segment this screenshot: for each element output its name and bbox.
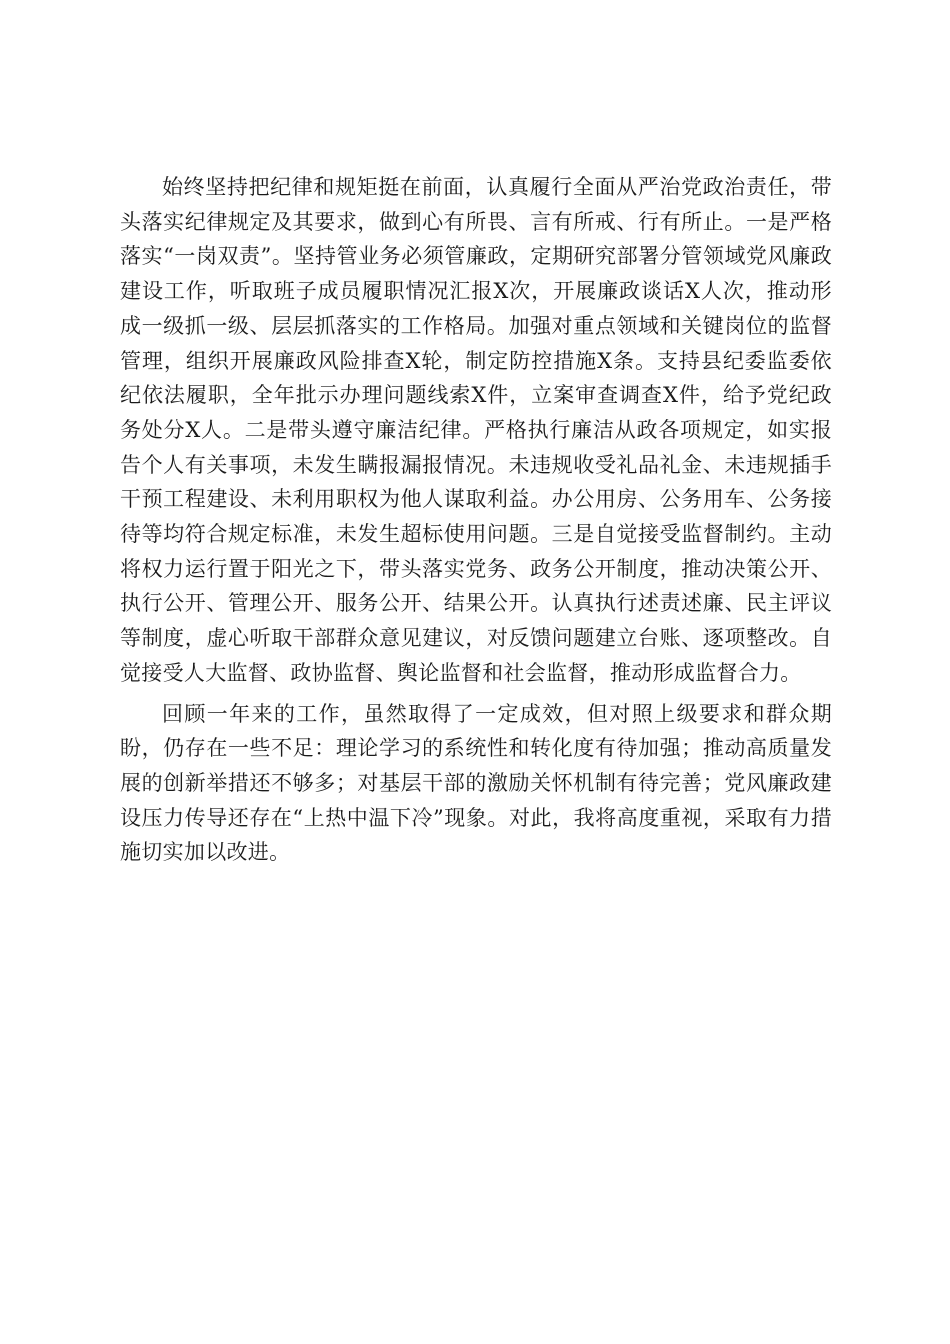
- paragraph-shortcomings: 回顾一年来的工作，虽然取得了一定成效，但对照上级要求和群众期盼，仍存在一些不足：理论学习的系统性和转化度有待加强；推动高质量发展的创新举措还不够多；对基层干部的激励关怀机制有待完善；党风廉政建设压力传导还存在“上热中温下冷”现象。对此，我将高度重视，采取有力措施切实加以改进。: [120, 701, 832, 865]
- document-body: [120, 170, 832, 876]
- paragraph-discipline: 始终坚持把纪律和规矩挺在前面，认真履行全面从严治党政治责任，带头落实纪律规定及其要求，做到心有所畏、言有所戒、行有所止。一是严格落实“一岗双责”。坚持管业务必须管廉政，定期研究部署分管领域党风廉政建设工作，听取班子成员履职情况汇报X次，开展廉政谈话X人次，推动形成一级抓一级、层层抓落实的工作格局。加强对重点领域和关键岗位的监督管理，组织开展廉政风险排查X轮，制定防控措施X条。支持县纪委监委依纪依法履职，全年批示办理问题线索X件，立案审查调查X件，给予党纪政务处分X人。二是带头遵守廉洁纪律。严格执行廉洁从政各项规定，如实报告个人有关事项，未发生瞒报漏报情况。未违规收受礼品礼金、未违规插手干预工程建设、未利用职权为他人谋取利益。办公用房、公务用车、公务接待等均符合规定标准，未发生超标使用问题。三是自觉接受监督制约。主动将权力运行置于阳光之下，带头落实党务、政务公开制度，推动决策公开、执行公开、管理公开、服务公开、结果公开。认真执行述责述廉、民主评议等制度，虚心听取干部群众意见建议，对反馈问题建立台账、逐项整改。自觉接受人大监督、政协监督、舆论监督和社会监督，推动形成监督合力。: [120, 175, 832, 685]
